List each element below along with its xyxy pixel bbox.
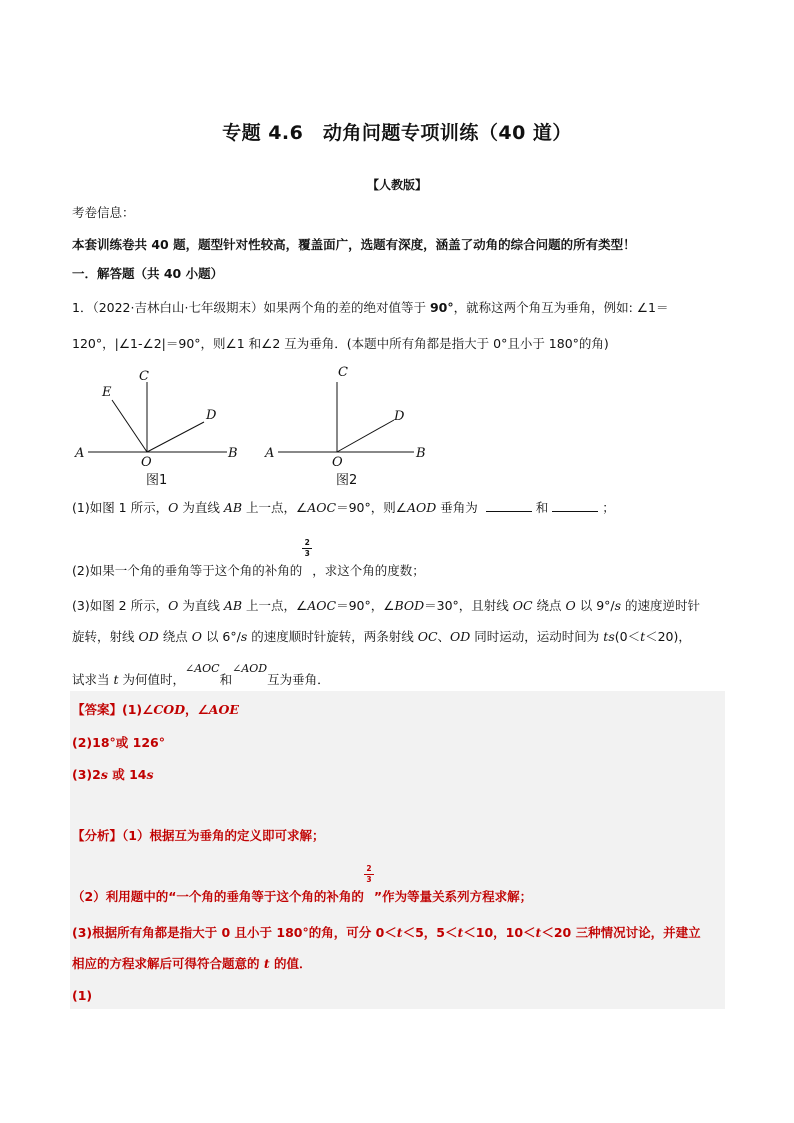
text: 相应的方程求解后可得符合题意的 (72, 956, 264, 971)
q1-line-2: 120°，|∠1-∠2|＝90°，则∠1 和∠2 互为垂角．(本题中所有角都是指大于 0°且小于 180°的角) (72, 336, 609, 351)
var: COD (153, 702, 186, 717)
analysis-line-2 (72, 864, 533, 905)
angle-aod: ∠AOD (232, 662, 268, 675)
text: ＝30°，且射线 (424, 598, 513, 613)
figures (72, 360, 452, 490)
var: t (603, 629, 609, 644)
info-label: 考卷信息： (72, 205, 135, 220)
text: (2)如果一个角的垂角等于这个角的补角的 (72, 563, 303, 578)
label-c-2: C (338, 365, 348, 380)
ray-od-1 (147, 422, 204, 452)
text: (0＜ (614, 629, 641, 644)
var: s (608, 629, 615, 644)
var: t (535, 925, 542, 940)
q1-90: 90° (429, 300, 454, 315)
q1-part-3-line-1 (72, 596, 700, 614)
figure-1 (74, 369, 238, 488)
var: AOC (307, 598, 337, 613)
text: (3)如图 2 所示， (72, 598, 169, 613)
text: 同时运动，运动时间为 (470, 629, 604, 644)
text: 为直线 (178, 598, 224, 613)
q1-text: ，就称这两个角互为垂角，例如: ∠1＝ (453, 300, 669, 315)
label-o-2: O (332, 455, 343, 470)
frac-den: 3 (366, 875, 372, 884)
text: 上一点，∠ (242, 500, 308, 515)
ray-oe-1 (112, 400, 147, 452)
text: （1）根据互为垂角的定义即可求解； (122, 828, 325, 843)
text: ＝90°，则∠ (336, 500, 407, 515)
q1-text: 1．（2022·吉林白山·七年级期末）如果两个角的差的绝对值等于 (72, 300, 430, 315)
text: 的值． (269, 956, 312, 971)
text: (3)根据所有角都是指大于 0 且小于 180°的角，可分 0＜ (72, 925, 397, 940)
ray-od-2 (337, 420, 394, 452)
frac-num: 2 (304, 538, 310, 547)
page-title: 专题 4.6 动角问题专项训练（40 道） (222, 122, 572, 144)
label-d-2: D (394, 409, 405, 424)
fraction-two-thirds (364, 864, 374, 901)
analysis-line-4 (72, 954, 312, 972)
figure-2 (264, 365, 426, 488)
label-e-1: E (102, 385, 112, 400)
text: 绕点 (158, 629, 192, 644)
q1-part-3-line-3 (72, 662, 330, 688)
var: t (396, 925, 403, 940)
label-a-2: A (265, 446, 275, 461)
q1-line-1 (72, 298, 668, 316)
text: ＜20)， (645, 629, 691, 644)
var: O (168, 598, 179, 613)
intro-text: 本套训练卷共 40 题，题型针对性较高，覆盖面广，选题有深度，涵盖了动角的综合问题的所有类型！ (72, 237, 636, 252)
var-aod: AOD (406, 500, 437, 515)
answer-blank-1[interactable] (486, 499, 532, 512)
text: 为直线 (178, 500, 224, 515)
text: 垂角为 (436, 500, 482, 515)
text: (3)2 (72, 767, 101, 782)
q1-part-1 (72, 498, 615, 516)
text: 和 (535, 500, 549, 515)
text: ，∠ (185, 702, 209, 717)
var-o: O (168, 500, 179, 515)
section-heading: 一．解答题（共 40 小题） (72, 266, 224, 281)
caption-figure-2: 图2 (336, 473, 358, 488)
q1-part-3-line-2 (72, 627, 691, 645)
analysis-line-1 (72, 826, 324, 844)
text: 或 14 (107, 767, 147, 782)
var: AB (223, 598, 243, 613)
q1-part-2 (72, 538, 425, 579)
analysis-line-5: (1) (72, 988, 93, 1003)
text: 以 9°/ (575, 598, 615, 613)
text: 互为垂角． (267, 672, 330, 687)
var: OD (138, 629, 159, 644)
answer-label: 【答案】 (72, 702, 123, 717)
text: 试求当 (72, 672, 114, 687)
answer-blank-2[interactable] (552, 499, 598, 512)
var: AOE (208, 702, 239, 717)
text: 、 (437, 629, 451, 644)
var: OD (450, 629, 471, 644)
text: (1)如图 1 所示， (72, 500, 169, 515)
edition-label: 【人教版】 (366, 178, 427, 192)
var-aoc: AOC (307, 500, 337, 515)
var: t (640, 629, 646, 644)
answer-line-2: (2)18°或 126° (72, 735, 165, 750)
label-c-1: C (139, 369, 149, 384)
answer-line-1 (72, 700, 239, 718)
var: t (263, 956, 270, 971)
var: s (240, 629, 248, 644)
text: ＜20 三种情况讨论，并建立 (541, 925, 701, 940)
text: 的速度顺时针旋转，两条射线 (247, 629, 418, 644)
angle-aoc: ∠AOC (185, 662, 220, 675)
var: BOD (394, 598, 425, 613)
var: s (100, 767, 108, 782)
text: (1)∠ (122, 702, 154, 717)
label-d-1: D (206, 408, 217, 423)
var: OC (417, 629, 438, 644)
frac-den: 3 (304, 549, 310, 558)
var: s (146, 767, 154, 782)
analysis-line-3 (72, 923, 701, 941)
text: 旋转，射线 (72, 629, 139, 644)
text: ＜10，10＜ (463, 925, 536, 940)
var: O (565, 598, 576, 613)
text: （2）利用题中的“一个角的垂角等于这个角的补角的 (72, 889, 364, 904)
text: 的速度逆时针 (621, 598, 701, 613)
text: ，求这个角的度数； (312, 563, 425, 578)
caption-figure-1: 图1 (146, 473, 168, 488)
label-b-2: B (416, 446, 426, 461)
var: t (457, 925, 464, 940)
text: 上一点，∠ (242, 598, 308, 613)
label-a-1: A (75, 446, 85, 461)
analysis-label: 【分析】 (72, 828, 123, 843)
var: s (614, 598, 622, 613)
text: ； (602, 500, 615, 515)
text: 绕点 (532, 598, 566, 613)
var: O (191, 629, 202, 644)
var: OC (512, 598, 533, 613)
fraction-two-thirds (302, 538, 312, 575)
text: 为何值时， (118, 672, 185, 687)
var: t (113, 672, 119, 687)
label-o-1: O (141, 455, 152, 470)
answer-line-3 (72, 765, 154, 783)
text: 以 6°/ (201, 629, 241, 644)
text: ”作为等量关系列方程求解； (373, 889, 533, 904)
text: ＜5，5＜ (402, 925, 458, 940)
text: 和 (219, 672, 233, 687)
var-ab: AB (223, 500, 243, 515)
label-b-1: B (228, 446, 238, 461)
frac-num: 2 (366, 864, 372, 873)
text: ＝90°，∠ (336, 598, 395, 613)
